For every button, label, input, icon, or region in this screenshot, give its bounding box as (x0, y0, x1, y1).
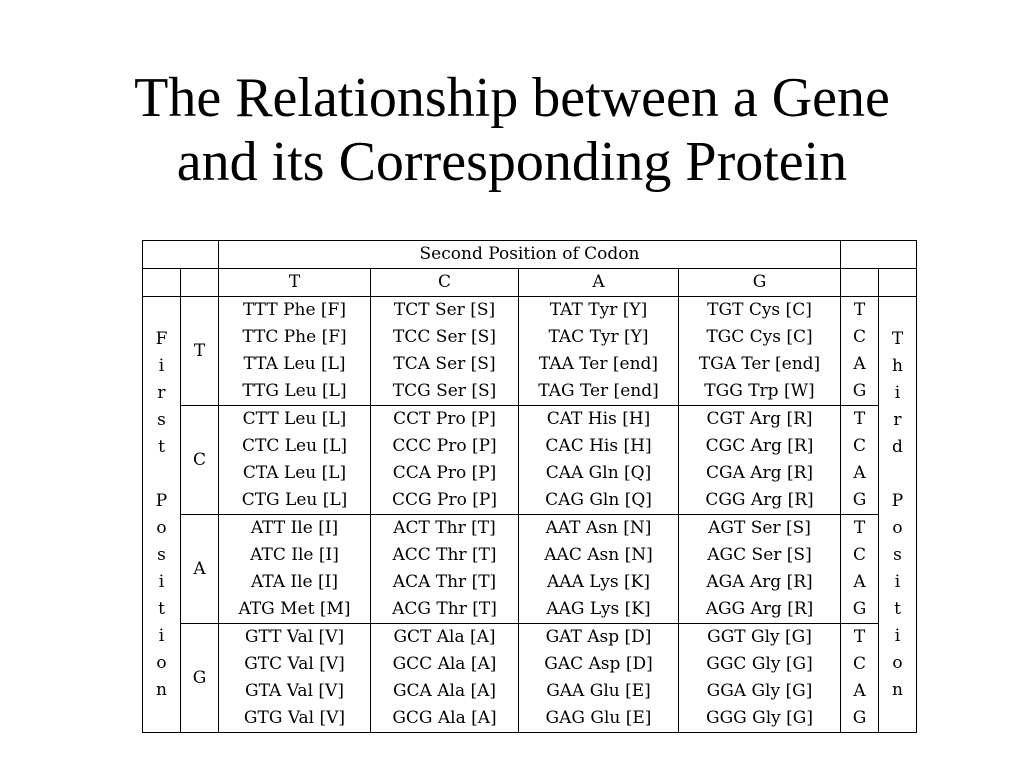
codon-cell: CCA Pro [P] (371, 460, 519, 487)
codon-cell: AGC Ser [S] (679, 542, 841, 569)
codon-row (143, 542, 917, 569)
codon-row (143, 596, 917, 624)
third-position-letter: P (891, 490, 904, 511)
codon-cell: CGT Arg [R] (679, 406, 841, 434)
first-position-label (143, 297, 181, 733)
first-position-letter: r (157, 382, 166, 403)
slide-title (0, 66, 1024, 194)
second-position-G: G (679, 269, 841, 297)
codon-cell: TGT Cys [C] (679, 297, 841, 325)
first-base-C: C (181, 406, 219, 515)
codon-row (143, 569, 917, 596)
codon-row (143, 678, 917, 705)
codon-cell: AGT Ser [S] (679, 515, 841, 543)
blank-header-cell (879, 269, 917, 297)
first-position-letter: i (158, 571, 165, 592)
first-base-A: A (181, 515, 219, 624)
third-base: C (841, 651, 879, 678)
second-position-C: C (371, 269, 519, 297)
codon-row (143, 378, 917, 406)
codon-body (143, 297, 917, 733)
first-position-letter: t (158, 436, 165, 457)
corner-cell-right (841, 241, 917, 269)
codon-cell: CCT Pro [P] (371, 406, 519, 434)
third-base: C (841, 324, 879, 351)
third-position-letter: d (892, 436, 903, 457)
codon-row (143, 515, 917, 543)
codon-cell: TAC Tyr [Y] (519, 324, 679, 351)
third-position-letter: h (892, 355, 903, 376)
first-position-letter: i (158, 625, 165, 646)
codon-cell: TCG Ser [S] (371, 378, 519, 406)
codon-cell: GTC Val [V] (219, 651, 371, 678)
codon-cell: GGC Gly [G] (679, 651, 841, 678)
title-line-2: and its Corresponding Protein (176, 131, 848, 193)
codon-cell: ATA Ile [I] (219, 569, 371, 596)
codon-cell: TTT Phe [F] (219, 297, 371, 325)
codon-cell: AAT Asn [N] (519, 515, 679, 543)
codon-cell: GCA Ala [A] (371, 678, 519, 705)
codon-row (143, 406, 917, 434)
first-position-letter: t (158, 598, 165, 619)
codon-cell: GCG Ala [A] (371, 705, 519, 733)
codon-cell: CTT Leu [L] (219, 406, 371, 434)
third-position-letter: i (894, 571, 901, 592)
codon-cell: CCC Pro [P] (371, 433, 519, 460)
codon-cell: TGG Trp [W] (679, 378, 841, 406)
third-base: C (841, 542, 879, 569)
third-base: G (841, 378, 879, 406)
third-position-letter: T (891, 328, 904, 349)
second-position-T: T (219, 269, 371, 297)
codon-cell: GAG Glu [E] (519, 705, 679, 733)
codon-cell: TAG Ter [end] (519, 378, 679, 406)
third-base: G (841, 596, 879, 624)
codon-cell: TAA Ter [end] (519, 351, 679, 378)
blank-header-cell (841, 269, 879, 297)
codon-cell: ACG Thr [T] (371, 596, 519, 624)
codon-cell: CGC Arg [R] (679, 433, 841, 460)
first-position-letter: s (157, 544, 166, 565)
second-position-header: Second Position of Codon (219, 241, 841, 269)
codon-cell: TAT Tyr [Y] (519, 297, 679, 325)
codon-cell: CAC His [H] (519, 433, 679, 460)
codon-cell: GCT Ala [A] (371, 624, 519, 652)
codon-cell: TGC Cys [C] (679, 324, 841, 351)
codon-cell: ACA Thr [T] (371, 569, 519, 596)
third-position-letter: o (892, 517, 903, 538)
codon-row (143, 351, 917, 378)
codon-row (143, 624, 917, 652)
codon-cell: TCT Ser [S] (371, 297, 519, 325)
codon-cell: ATG Met [M] (219, 596, 371, 624)
codon-cell: ACT Thr [T] (371, 515, 519, 543)
third-position-letter: o (892, 652, 903, 673)
third-position-letter: i (894, 625, 901, 646)
first-position-letter: i (158, 355, 165, 376)
third-position-label (879, 297, 917, 733)
codon-cell: AAC Asn [N] (519, 542, 679, 569)
codon-cell: AAA Lys [K] (519, 569, 679, 596)
codon-cell: GAA Glu [E] (519, 678, 679, 705)
second-position-A: A (519, 269, 679, 297)
third-base: A (841, 460, 879, 487)
codon-cell: AAG Lys [K] (519, 596, 679, 624)
blank-header-cell (181, 269, 219, 297)
codon-cell: TCC Ser [S] (371, 324, 519, 351)
codon-cell: CTA Leu [L] (219, 460, 371, 487)
codon-cell: TTG Leu [L] (219, 378, 371, 406)
first-position-letter: o (156, 517, 167, 538)
first-position-letter: o (156, 652, 167, 673)
third-base: A (841, 569, 879, 596)
codon-cell: AGG Arg [R] (679, 596, 841, 624)
blank-header-cell (143, 269, 181, 297)
third-position-letter: n (892, 679, 903, 700)
corner-cell (143, 241, 219, 269)
codon-cell: CAT His [H] (519, 406, 679, 434)
third-base: A (841, 351, 879, 378)
codon-cell: GTT Val [V] (219, 624, 371, 652)
first-position-letter: s (157, 409, 166, 430)
first-base-G: G (181, 624, 219, 733)
codon-cell: ATT Ile [I] (219, 515, 371, 543)
codon-cell: GAT Asp [D] (519, 624, 679, 652)
third-position-letter: s (893, 544, 902, 565)
codon-table (142, 240, 917, 733)
title-line-1: The Relationship between a Gene (134, 67, 890, 129)
codon-cell: CAA Gln [Q] (519, 460, 679, 487)
third-position-letter: t (894, 598, 901, 619)
codon-cell: AGA Arg [R] (679, 569, 841, 596)
third-position-letter: r (893, 409, 902, 430)
codon-row (143, 433, 917, 460)
first-base-T: T (181, 297, 219, 406)
codon-cell: CTG Leu [L] (219, 487, 371, 515)
codon-cell: GAC Asp [D] (519, 651, 679, 678)
codon-cell: ATC Ile [I] (219, 542, 371, 569)
codon-cell: GTG Val [V] (219, 705, 371, 733)
codon-cell: GCC Ala [A] (371, 651, 519, 678)
codon-cell: CGG Arg [R] (679, 487, 841, 515)
codon-cell: CGA Arg [R] (679, 460, 841, 487)
third-base: T (841, 406, 879, 434)
first-position-letter: n (156, 679, 167, 700)
codon-cell: TGA Ter [end] (679, 351, 841, 378)
codon-cell: GGG Gly [G] (679, 705, 841, 733)
codon-cell: GGA Gly [G] (679, 678, 841, 705)
third-base: T (841, 624, 879, 652)
codon-row (143, 324, 917, 351)
third-base: G (841, 705, 879, 733)
first-position-letter: P (155, 490, 168, 511)
codon-cell: GGT Gly [G] (679, 624, 841, 652)
codon-cell: CAG Gln [Q] (519, 487, 679, 515)
codon-row (143, 487, 917, 515)
codon-row (143, 460, 917, 487)
codon-row (143, 705, 917, 733)
third-base: G (841, 487, 879, 515)
codon-cell: TTC Phe [F] (219, 324, 371, 351)
codon-row (143, 651, 917, 678)
codon-cell: ACC Thr [T] (371, 542, 519, 569)
first-position-letter: F (155, 328, 168, 349)
codon-row (143, 297, 917, 325)
codon-cell: GTA Val [V] (219, 678, 371, 705)
third-base: T (841, 297, 879, 325)
third-base: T (841, 515, 879, 543)
third-base: C (841, 433, 879, 460)
third-position-letter: i (894, 382, 901, 403)
codon-cell: TTA Leu [L] (219, 351, 371, 378)
codon-cell: CTC Leu [L] (219, 433, 371, 460)
third-base: A (841, 678, 879, 705)
codon-cell: CCG Pro [P] (371, 487, 519, 515)
codon-cell: TCA Ser [S] (371, 351, 519, 378)
